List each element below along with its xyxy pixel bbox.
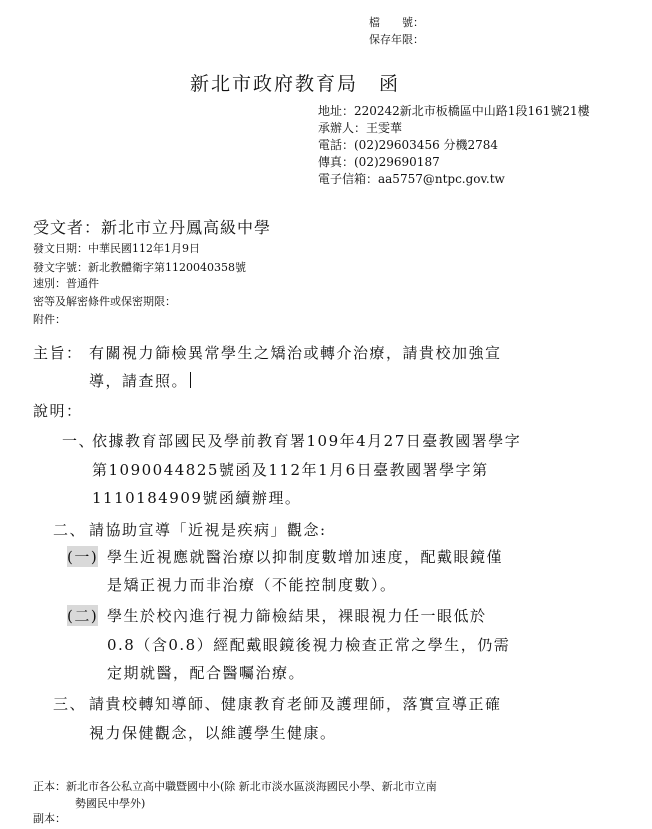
item-1-marker: 一、 (62, 432, 96, 450)
issue-number: 發文字號：新北教體衛字第1120040358號 (33, 261, 246, 274)
document-title: 新北市政府教育局 函 (190, 73, 401, 95)
subject-line-2-text: 導，請查照。 (89, 372, 189, 390)
contact-email: 電子信箱：aa5757@ntpc.gov.tw (318, 172, 505, 186)
delivery-speed: 速別：普通件 (33, 277, 99, 290)
contact-address: 地址：220242新北市板橋區中山路1段161號21樓 (318, 104, 590, 118)
subject-line-1: 有關視力篩檢異常學生之矯治或轉介治療，請貴校加強宣 (89, 344, 502, 362)
secrecy-level: 密等及解密條件或保密期限： (33, 295, 176, 308)
recipient: 受文者：新北市立丹鳳高級中學 (33, 218, 272, 237)
sub-item-2-line-2: 0.8（含0.8）經配戴眼鏡後視力檢查正常之學生，仍需 (107, 636, 511, 654)
subject-label: 主旨： (33, 344, 83, 362)
retention-period-label: 保存年限： (369, 33, 424, 46)
item-3-line-2: 視力保健觀念，以維護學生健康。 (89, 724, 337, 742)
item-3-marker: 三、 (53, 695, 87, 713)
item-1-line-3: 1110184909號函續辦理。 (92, 489, 302, 507)
attachment: 附件： (33, 313, 66, 326)
item-2-line-1: 請協助宣導「近視是疾病」觀念: (89, 521, 327, 539)
sub-item-1-marker: (一) (67, 548, 99, 566)
distribution-copy: 副本： (33, 812, 66, 825)
distribution-main-line-1: 正本：新北市各公私立高中職暨國中小(除 新北市淡水區淡海國民小學、新北市立南 (33, 780, 437, 793)
contact-handler: 承辦人：王雯華 (318, 121, 403, 135)
sub-item-1-line-1: 學生近視應就醫治療以抑制度數增加速度，配戴眼鏡僅 (107, 548, 504, 566)
subject-line-2[interactable] (89, 370, 191, 391)
sub-item-1-line-2: 是矯正視力而非治療（不能控制度數）。 (107, 576, 397, 594)
contact-fax: 傳真：(02)29690187 (318, 155, 440, 169)
item-2-marker: 二、 (53, 521, 87, 539)
sub-item-2-line-3: 定期就醫，配合醫囑治療。 (107, 664, 306, 682)
issue-date: 發文日期：中華民國112年1月9日 (33, 242, 200, 255)
file-number-label: 檔 號： (369, 16, 424, 29)
sub-item-2-line-1: 學生於校內進行視力篩檢結果，裸眼視力任一眼低於 (107, 607, 487, 625)
contact-phone: 電話：(02)29603456 分機2784 (318, 138, 499, 152)
item-1-line-1: 依據教育部國民及學前教育署109年4月27日臺教國署學字 (92, 432, 522, 450)
sub-item-2-marker: (二) (67, 607, 99, 625)
item-3-line-1: 請貴校轉知導師、健康教育老師及護理師，落實宣導正確 (89, 695, 502, 713)
distribution-main-line-2: 勢國民中學外) (75, 797, 146, 810)
explanation-label: 說明： (33, 402, 83, 420)
item-1-line-2: 第1090044825號函及112年1月6日臺教國署學字第 (92, 461, 489, 479)
text-cursor (190, 372, 191, 388)
